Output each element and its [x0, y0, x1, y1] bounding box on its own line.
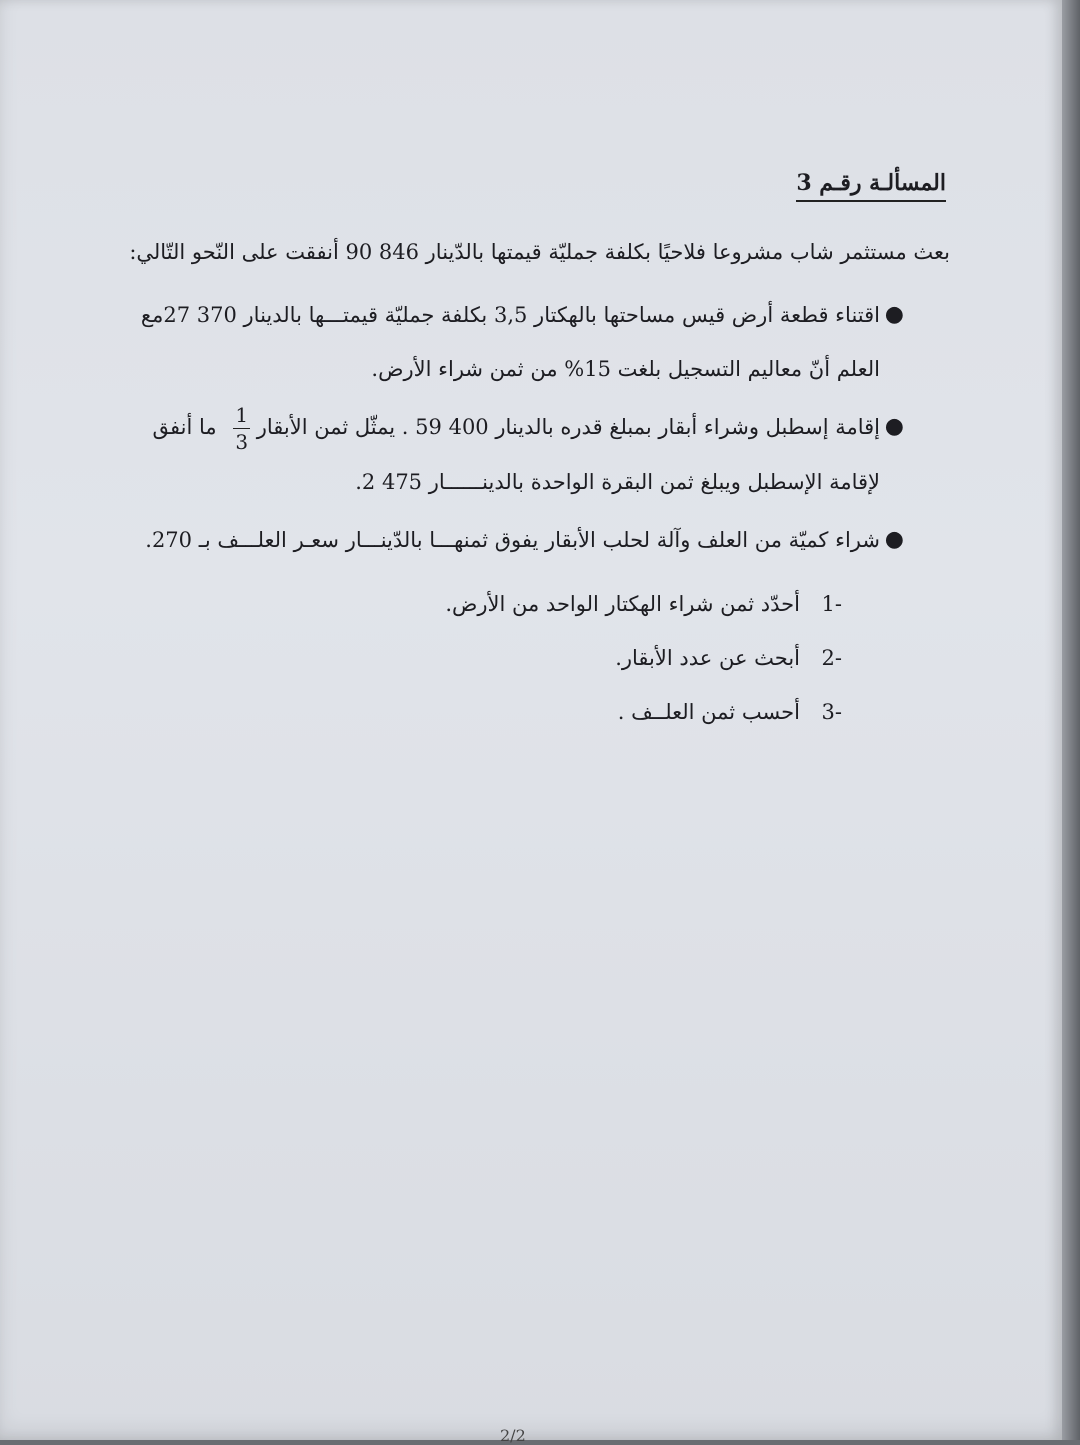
question-text: أبحث عن عدد الأبقار. — [615, 646, 800, 670]
fraction-one-third — [233, 402, 250, 455]
question-item — [120, 577, 950, 631]
question-number: 1- — [821, 592, 842, 616]
problem-intro: بعث مستثمر شاب مشروعا فلاحيًا بكلفة جمليّة قيمتها بالدّينار 846 90 أنفقت على النّحو التّالي: — [129, 240, 950, 264]
fraction-numerator: 1 — [235, 403, 249, 427]
expense-item-feed-text: شراء كميّة من العلف وآلة لحلب الأبقار يفوق ثمنهـــا بالدّينـــار سعـر العلـــف بـ 270. — [145, 528, 880, 552]
expense-list — [120, 288, 950, 567]
question-text: أحدّد ثمن شراء الهكتار الواحد من الأرض. — [445, 592, 800, 616]
bullet-icon: ● — [884, 302, 904, 327]
question-item — [120, 685, 950, 739]
question-item — [120, 631, 950, 685]
problem-content — [120, 170, 950, 739]
page-number: 2/2 — [500, 1426, 526, 1445]
question-list — [120, 577, 950, 739]
question-number: 3- — [821, 700, 842, 724]
question-text: أحسب ثمن العلــف . — [617, 700, 800, 724]
bullet-icon: ● — [884, 527, 904, 552]
expense-item-barn — [120, 400, 950, 509]
question-number: 2- — [821, 646, 842, 670]
paper-edge-shadow — [1062, 0, 1080, 1440]
expense-item-land-text: اقتناء قطعة أرض قيس مساحتها بالهكتار 3,5 بكلفة جمليّة قيمتـــها بالدينار 370 27مع العلم أنّ معاليم التسجيل بلغت 15% من ثمن شراء الأرض. — [140, 303, 880, 381]
expense-item-barn-text-before: إقامة إسطبل وشراء أبقار بمبلغ قدره بالدينار 400 59 . يمثّل ثمن الأبقار — [256, 415, 880, 439]
problem-title: المسألـة رقـم 3 — [796, 170, 946, 202]
bullet-icon: ● — [884, 414, 904, 439]
fraction-denominator: 3 — [235, 430, 249, 454]
expense-item-land — [120, 288, 950, 396]
expense-item-barn-text-after: ما أنفق لإقامة الإسطبل ويبلغ ثمن البقرة الواحدة بالدينــــــار 475 2. — [152, 415, 880, 494]
expense-item-feed — [120, 513, 950, 567]
